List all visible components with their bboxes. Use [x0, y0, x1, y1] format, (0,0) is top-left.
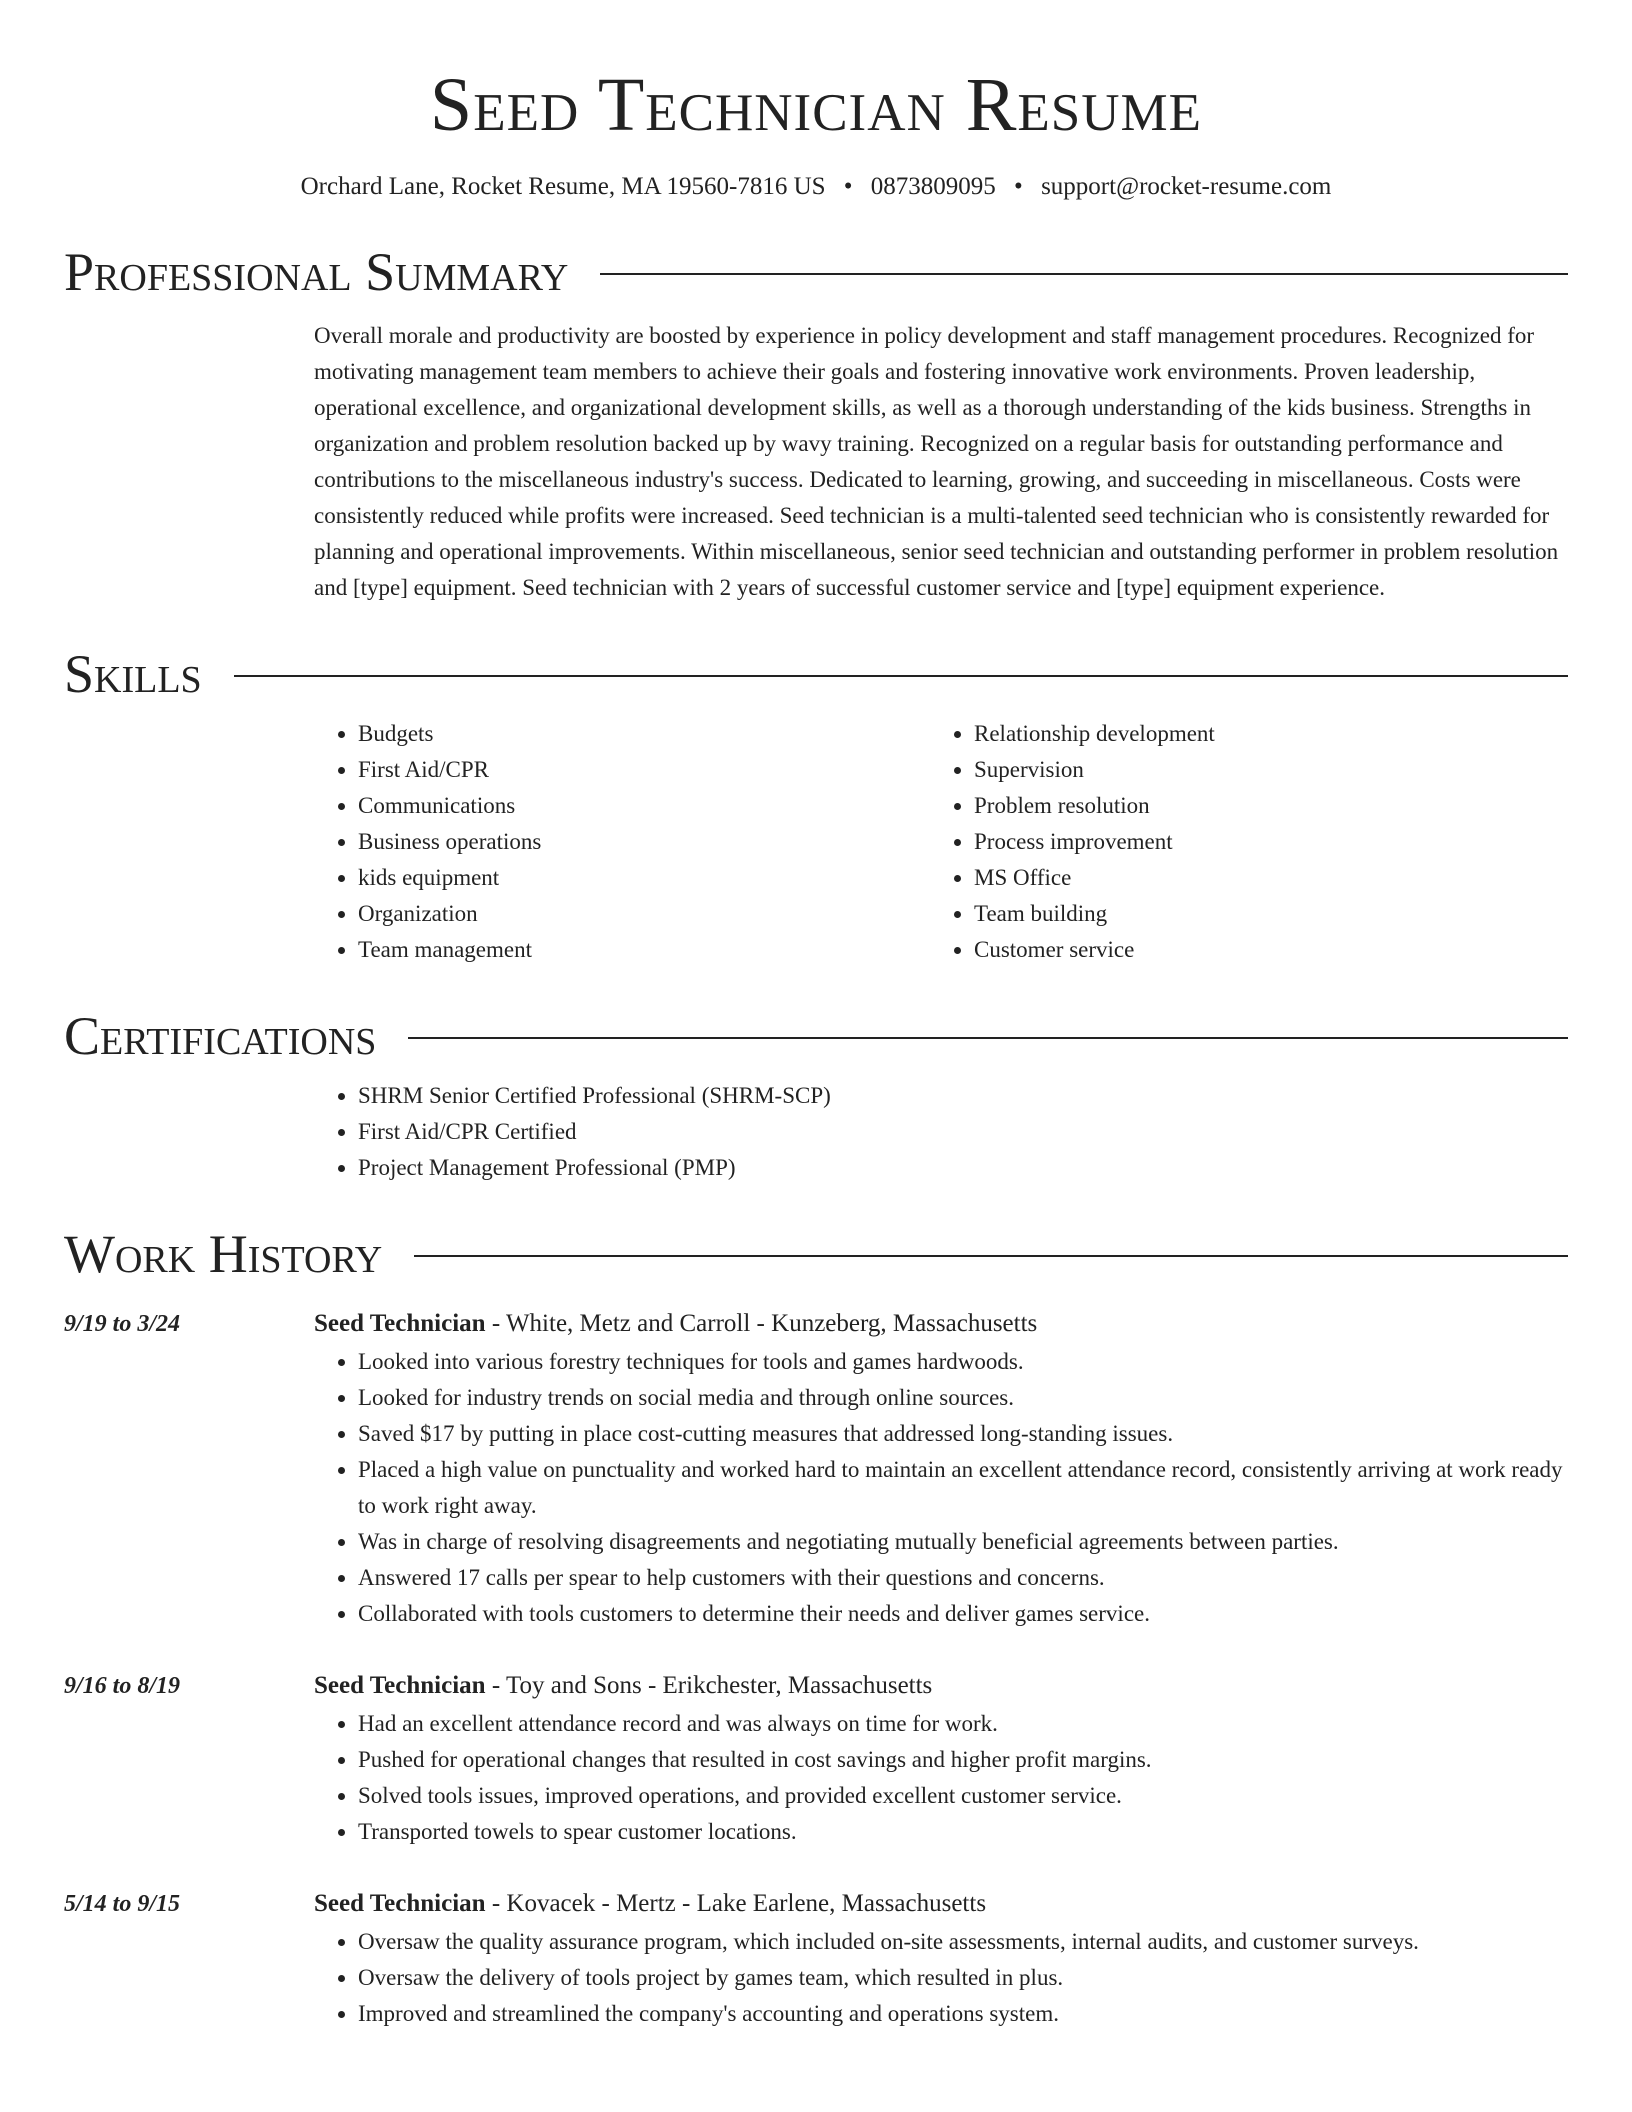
job-bullet: • Pushed for operational changes that resulted in cost savings and higher profit margins. [358, 1742, 1568, 1778]
summary-section-header [64, 240, 1568, 304]
summary-heading: Professional Summary [64, 242, 569, 302]
work-section-header [64, 1222, 1568, 1286]
contact-phone: 0873809095 [870, 173, 996, 200]
job-role: Seed Technician [314, 1672, 486, 1699]
job-dates: 9/19 to 3/24 [64, 1311, 181, 1337]
skills-column-left [314, 716, 930, 968]
job-bullet: • Placed a high value on punctuality and worked hard to maintain an excellent attendance record, consistently arriving at work ready to work right away. [358, 1452, 1568, 1524]
contact-address: Orchard Lane, Rocket Resume, MA 19560-7816 US [300, 173, 826, 200]
certifications-section-header [64, 1004, 1568, 1068]
contact-line [64, 170, 1568, 204]
certifications-list [314, 1078, 1568, 1186]
skill-item: • Team management [358, 932, 930, 968]
skills-heading: Skills [64, 644, 202, 704]
job-content [314, 1304, 1568, 1632]
job-bullet: • Solved tools issues, improved operations, and provided excellent customer service. [358, 1778, 1568, 1814]
skill-item: • Business operations [358, 824, 930, 860]
skills-column-right [930, 716, 1546, 968]
skill-item: • Team building [974, 896, 1546, 932]
job-bullet: • Improved and streamlined the company's accounting and operations system. [358, 1996, 1568, 2032]
job-bullet: • Looked for industry trends on social media and through online sources. [358, 1380, 1568, 1416]
job-role: Seed Technician [314, 1890, 486, 1917]
section-divider [414, 1255, 1568, 1257]
job-bullet: • Collaborated with tools customers to determine their needs and deliver games service. [358, 1596, 1568, 1632]
contact-email: support@rocket-resume.com [1041, 173, 1332, 200]
skill-item: • Customer service [974, 932, 1546, 968]
job-dates: 9/16 to 8/19 [64, 1673, 181, 1699]
job-bullet: • Answered 17 calls per spear to help customers with their questions and concerns. [358, 1560, 1568, 1596]
skill-item: • Process improvement [974, 824, 1546, 860]
job-role: Seed Technician [314, 1310, 486, 1337]
section-divider [234, 675, 1568, 677]
job-bullet: • Oversaw the quality assurance program, which included on-site assessments, internal audits, and customer surveys. [358, 1924, 1568, 1960]
section-divider [600, 273, 1568, 275]
contact-separator: • [1014, 173, 1023, 200]
summary-section [314, 318, 1568, 606]
skill-item: • Budgets [358, 716, 930, 752]
section-divider [408, 1037, 1568, 1039]
certification-item: • SHRM Senior Certified Professional (SHRM-SCP) [358, 1078, 1568, 1114]
resume-title: Seed Technician Resume [429, 63, 1203, 147]
skill-item: • MS Office [974, 860, 1546, 896]
job-bullet: • Had an excellent attendance record and was always on time for work. [358, 1706, 1568, 1742]
certification-item: • Project Management Professional (PMP) [358, 1150, 1568, 1186]
job-details: - Kovacek - Mertz - Lake Earlene, Massachusetts [485, 1890, 987, 1917]
job-bullet: • Transported towels to spear customer locations. [358, 1814, 1568, 1850]
skill-item: • Communications [358, 788, 930, 824]
skills-list-right [930, 716, 1546, 968]
job-bullets [314, 1344, 1568, 1632]
job-details: - Toy and Sons - Erikchester, Massachusetts [485, 1672, 933, 1699]
skills-section-header [64, 642, 1568, 706]
job-entry [64, 1666, 1568, 1850]
skills-grid [314, 716, 1568, 968]
job-bullet: • Saved $17 by putting in place cost-cutting measures that addressed long-standing issues. [358, 1416, 1568, 1452]
job-bullet: • Oversaw the delivery of tools project by games team, which resulted in plus. [358, 1960, 1568, 1996]
contact-separator: • [843, 173, 853, 200]
skill-item: • Relationship development [974, 716, 1546, 752]
job-entry [64, 1304, 1568, 1632]
job-bullets [314, 1706, 1568, 1850]
summary-text: Overall morale and productivity are boosted by experience in policy development and staff management procedures. Recognized for motivating management team members to achieve their goals and fostering innovative work environments. Proven leadership, operational excellence, and organizational development skills, as well as a thorough understanding of the kids business. Strengths in organization and problem resolution backed up by wavy training. Recognized on a regular basis for outstanding performance and contributions to the miscellaneous industry's success. Dedicated to learning, growing, and succeeding in miscellaneous. Costs were consistently reduced while profits were increased. Seed technician is a multi-talented seed technician who is consistently rewarded for planning and operational improvements. Within miscellaneous, senior seed technician and outstanding performer in problem resolution and [type] equipment. Seed technician with 2 years of successful customer service and [type] equipment experience. [314, 323, 1559, 600]
job-bullet: • Was in charge of resolving disagreements and negotiating mutually beneficial agreements between parties. [358, 1524, 1568, 1560]
skill-item: • Problem resolution [974, 788, 1546, 824]
certification-item: • First Aid/CPR Certified [358, 1114, 1568, 1150]
skill-item: • Supervision [974, 752, 1546, 788]
job-content [314, 1666, 1568, 1850]
work-heading: Work History [64, 1224, 383, 1284]
certifications-section [314, 1078, 1568, 1186]
job-bullet: • Looked into various forestry techniques for tools and games hardwoods. [358, 1344, 1568, 1380]
job-details: - White, Metz and Carroll - Kunzeberg, Massachusetts [485, 1310, 1038, 1337]
job-entry [64, 1884, 1568, 2032]
certifications-heading: Certifications [64, 1006, 377, 1066]
job-bullets [314, 1924, 1568, 2032]
skills-list-left [314, 716, 930, 968]
job-content [314, 1884, 1568, 2032]
skill-item: • First Aid/CPR [358, 752, 930, 788]
skill-item: • Organization [358, 896, 930, 932]
skills-section [314, 716, 1568, 968]
job-heading [314, 1666, 1568, 1706]
job-heading [314, 1884, 1568, 1924]
skill-item: • kids equipment [358, 860, 930, 896]
job-heading [314, 1304, 1568, 1344]
job-dates: 5/14 to 9/15 [64, 1891, 181, 1917]
